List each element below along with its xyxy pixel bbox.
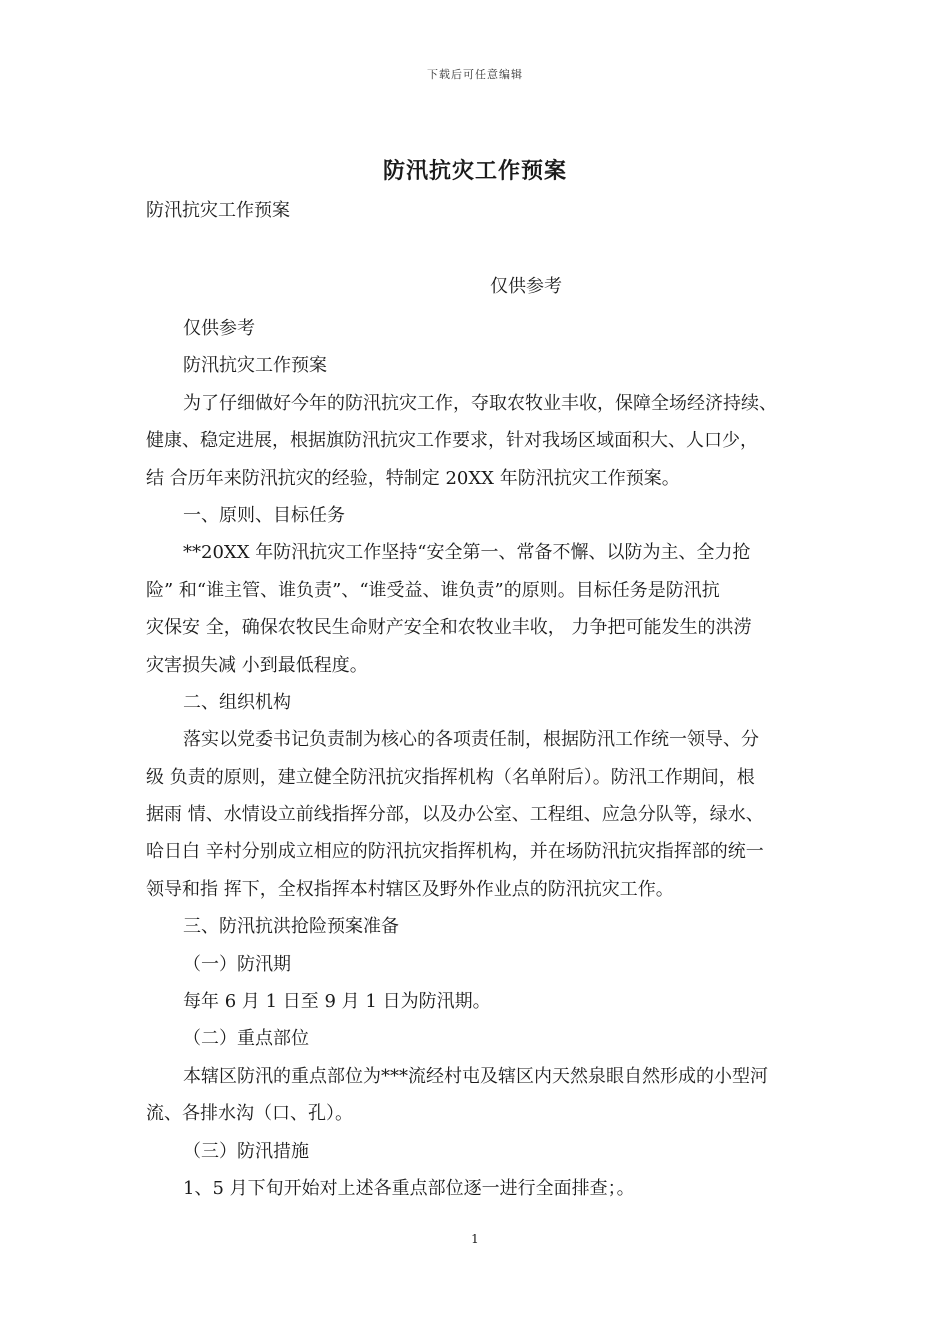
body-line: 健康、稳定进展，根据旗防汛抗灾工作要求，针对我场区域面积大、人口少，: [146, 430, 758, 452]
body-line: 灾保安 全，确保农牧民生命财产安全和农牧业丰收， 力争把可能发生的洪涝: [146, 617, 752, 639]
body-line: 结 合历年来防汛抗灾的经验，特制定 20XX 年防汛抗灾工作预案。: [146, 467, 680, 489]
document-body: [146, 310, 814, 1207]
body-line: 哈日白 辛村分别成立相应的防汛抗灾指挥机构，并在场防汛抗灾指挥部的统一: [146, 841, 764, 863]
subsection-heading: （三）防汛措施: [183, 1140, 309, 1162]
reference-note-centered: 仅供参考: [490, 276, 562, 297]
body-line: 落实以党委书记负责制为核心的各项责任制，根据防汛工作统一领导、分: [183, 729, 759, 751]
body-line: 领导和指 挥下，全权指挥本村辖区及野外作业点的防汛抗灾工作。: [146, 878, 674, 900]
body-line: 级 负责的原则，建立健全防汛抗灾指挥机构（名单附后）。防汛工作期间，根: [146, 766, 755, 788]
document-title: 防汛抗灾工作预案: [382, 158, 567, 184]
body-line: 本辖区防汛的重点部位为***流经村屯及辖区内天然泉眼自然形成的小型河: [183, 1065, 768, 1087]
body-line: 防汛抗灾工作预案: [183, 355, 327, 377]
body-line: 据雨 情、水情设立前线指挥分部，以及办公室、工程组、应急分队等，绿水、: [146, 804, 764, 826]
section-heading: 三、防汛抗洪抢险预案准备: [183, 916, 399, 938]
page-number: 1: [471, 1232, 479, 1246]
section-heading: 一、原则、目标任务: [183, 504, 345, 526]
document-subtitle: 防汛抗灾工作预案: [146, 200, 290, 221]
header-note: 下载后可任意编辑: [427, 68, 523, 81]
body-line: 流、各排水沟（口、孔）。: [146, 1103, 353, 1125]
body-line: 1、5 月下旬开始对上述各重点部位逐一进行全面排查；。: [183, 1177, 635, 1199]
subsection-heading: （二）重点部位: [183, 1028, 309, 1050]
body-line: 为了仔细做好今年的防汛抗灾工作，夺取农牧业丰收，保障全场经济持续、: [183, 392, 777, 414]
body-line: 险” 和“谁主管、谁负责”、“谁受益、谁负责”的原则。目标任务是防汛抗: [146, 579, 720, 601]
body-line: 每年 6 月 1 日至 9 月 1 日为防汛期。: [183, 991, 491, 1013]
subsection-heading: （一）防汛期: [183, 953, 291, 975]
body-line: **20XX 年防汛抗灾工作坚持“安全第一、常备不懈、以防为主、全力抢: [183, 542, 751, 564]
body-line: 灾害损失减 小到最低程度。: [146, 654, 368, 676]
body-line: 仅供参考: [183, 318, 255, 339]
section-heading: 二、组织机构: [183, 691, 291, 713]
